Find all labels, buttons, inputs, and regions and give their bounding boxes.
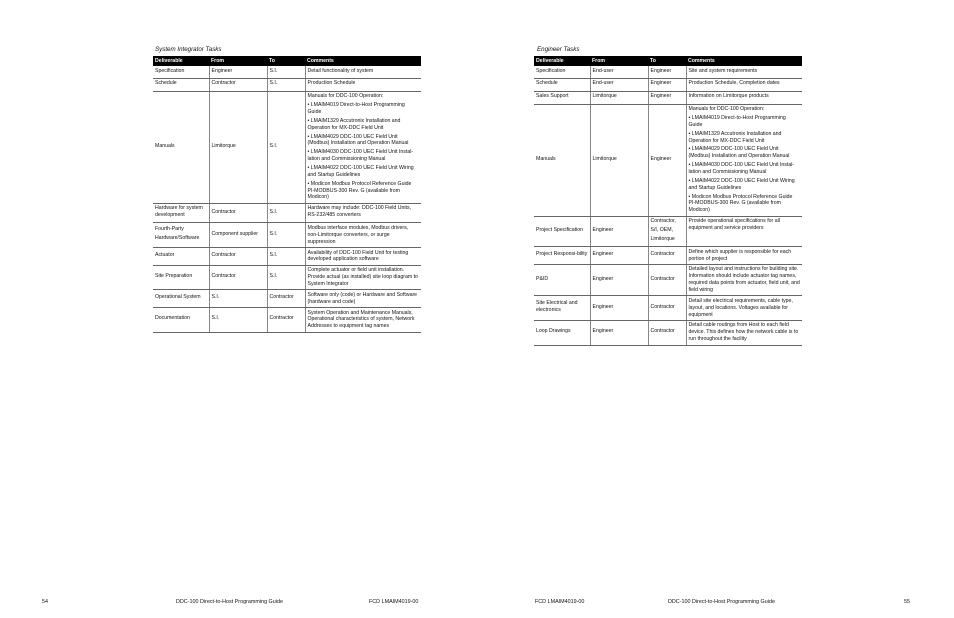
comment-line: • LMAIM4030 DDC-100 UEC Field Unit Instal-lation and Commissioning Manual xyxy=(688,162,795,175)
deliverable-cell xyxy=(534,104,590,216)
cell-text: Project Specification xyxy=(536,226,583,233)
cell-text: Engineer xyxy=(650,93,672,100)
from-cell xyxy=(209,308,267,333)
cell-text: S.I. xyxy=(269,142,278,149)
to-cell xyxy=(267,308,305,333)
from-cell xyxy=(590,247,648,265)
deliverable-cell xyxy=(153,91,209,203)
table-body xyxy=(153,66,421,332)
from-cell xyxy=(209,91,267,203)
to-cell xyxy=(648,296,686,321)
comments-cell xyxy=(686,104,802,216)
deliverable-cell xyxy=(153,78,209,91)
cell-text: Limitorque xyxy=(650,235,675,242)
to-cell xyxy=(648,264,686,295)
cell-text: Engineer xyxy=(650,155,672,162)
deliverable-cell xyxy=(534,91,590,104)
to-cell xyxy=(648,247,686,265)
cell-text: End-user xyxy=(592,67,614,74)
deliverable-cell xyxy=(534,216,590,247)
deliverable-cell xyxy=(153,265,209,290)
table-row xyxy=(534,296,802,321)
deliverable-cell xyxy=(534,320,590,345)
from-cell xyxy=(590,216,648,247)
right-page xyxy=(477,0,954,618)
cell-text: S.I. xyxy=(269,67,278,74)
comment-line: Complete actuator or field unit installation. Provide actual (as installed) site loop diagram to System Integrator xyxy=(307,267,418,287)
comment-line: Information on Limitorque products xyxy=(688,93,769,100)
cell-text: Contractor xyxy=(269,315,294,322)
to-cell xyxy=(648,66,686,78)
deliverable-cell xyxy=(153,223,209,248)
left-page-number: 54 xyxy=(42,599,48,605)
cell-text: Schedule xyxy=(536,80,558,87)
table-row xyxy=(534,91,802,104)
cell-text: Contractor xyxy=(211,273,236,280)
to-cell xyxy=(267,265,305,290)
comment-line: • Modicon Modbus Protocol Reference Guide PI-MODBUS-300 Rev. G (available from Modicon) xyxy=(307,180,412,201)
cell-text: S.I. xyxy=(211,294,220,301)
cell-text: Manuals xyxy=(155,142,175,149)
comment-line: • LMAIM4019 Direct-to-Host Programming Guide xyxy=(307,102,405,115)
comments-cell xyxy=(686,247,802,265)
cell-text: Engineer xyxy=(650,80,672,87)
cell-text: Actuator xyxy=(155,251,175,258)
from-cell xyxy=(209,290,267,308)
cell-text: Contractor xyxy=(650,328,675,335)
comment-line: • Modicon Modbus Protocol Reference Guide PI-MODBUS-300 Rev. G (available from Modicon) xyxy=(688,193,793,214)
comments-cell xyxy=(686,91,802,104)
comments-cell xyxy=(686,320,802,345)
header-from: From xyxy=(590,56,648,66)
deliverable-cell xyxy=(153,248,209,266)
deliverable-cell xyxy=(534,247,590,265)
table-row xyxy=(153,223,421,248)
from-cell xyxy=(209,66,267,78)
table-header xyxy=(153,56,421,66)
comment-line: • LMAIM4029 DDC-100 UEC Field Unit (Modbus) Installation and Operation Manual xyxy=(307,133,409,147)
left-doc-code: FCD LMAIM4019-00 xyxy=(369,599,419,605)
to-cell xyxy=(267,248,305,266)
deliverable-cell xyxy=(153,66,209,78)
cell-text: S.I. xyxy=(269,273,278,280)
from-cell xyxy=(590,264,648,295)
cell-text: S.I. xyxy=(269,80,278,87)
table-row xyxy=(534,104,802,216)
table-row xyxy=(153,265,421,290)
from-cell xyxy=(209,223,267,248)
header-to: To xyxy=(267,56,305,66)
cell-text: Contractor xyxy=(211,208,236,215)
cell-text: Contractor, xyxy=(650,218,676,225)
cell-text: Limitorque xyxy=(211,142,236,149)
cell-text: Site Preparation xyxy=(155,273,193,280)
comment-line: • LMAIM4019 Direct-to-Host Programming Guide xyxy=(688,114,786,128)
to-cell xyxy=(648,91,686,104)
comments-cell xyxy=(686,296,802,321)
comments-cell xyxy=(686,66,802,78)
comment-line: Detail functionality of system xyxy=(307,67,374,74)
comments-cell xyxy=(305,290,421,308)
cell-text: Contractor xyxy=(211,251,236,258)
cell-text: Contractor xyxy=(650,303,675,310)
comment-line: • LMAIM1329 Accutronix Installation and Operation for MX-DDC Field Unit xyxy=(307,117,401,131)
cell-text: S.I. xyxy=(211,315,220,322)
cell-text: Sales Support xyxy=(536,93,569,100)
cell-text: Specification xyxy=(155,67,185,74)
right-page-number: 55 xyxy=(904,599,910,605)
cell-text: Manuals xyxy=(536,155,556,162)
comment-line: • LMAIM1329 Accutronix Installation and Operation for MX-DDC Field Unit xyxy=(688,130,782,144)
cell-text: Project Responsi-bility xyxy=(536,251,588,258)
deliverable-cell xyxy=(153,290,209,308)
to-cell xyxy=(648,104,686,216)
to-cell xyxy=(267,91,305,203)
from-cell xyxy=(209,265,267,290)
cell-text: Contractor xyxy=(269,294,294,301)
to-cell xyxy=(267,66,305,78)
cell-text: Limitorque xyxy=(592,93,617,100)
table-row xyxy=(153,203,421,223)
cell-text: Site Electrical and electronics xyxy=(536,300,578,314)
comment-line: Manuals for DDC-100 Operation: xyxy=(307,93,384,100)
comment-line: Detail site electrical requirements, cable type, layout, and locations. Voltages available for equipment xyxy=(688,297,793,318)
from-cell xyxy=(209,203,267,223)
comment-line: Site and system requirements xyxy=(688,67,758,74)
cell-text: Engineer xyxy=(592,328,614,335)
cell-text: Limitorque xyxy=(592,155,617,162)
table-body xyxy=(534,66,802,345)
cell-text: Contractor xyxy=(650,275,675,282)
cell-text: Hardware/Software xyxy=(155,235,200,242)
system-integrator-tasks-table xyxy=(153,56,421,333)
cell-text: Engineer xyxy=(592,303,614,310)
comment-line: Production Schedule, Completion dates xyxy=(688,80,780,87)
cell-text: S/I, OEM, xyxy=(650,226,673,233)
comment-line: Detail cable routings from Host to each field device. This defines how the network cable is to run throughout the facility xyxy=(688,322,799,343)
to-cell xyxy=(267,223,305,248)
to-cell xyxy=(267,290,305,308)
table-row xyxy=(153,78,421,91)
cell-text: Hardware for system development xyxy=(155,205,203,219)
from-cell xyxy=(590,320,648,345)
comments-cell xyxy=(305,223,421,248)
comment-line: Hardware may include: DDC-100 Field Units, RS-232/485 converters xyxy=(307,205,411,219)
comment-line: Availability of DDC-100 Field Unit for testing developed application software xyxy=(307,249,409,263)
deliverable-cell xyxy=(534,66,590,78)
cell-text: Engineer xyxy=(592,251,614,258)
comment-line: Software only (code) or Hardware and Software (hardware and code) xyxy=(307,291,418,305)
comment-line: Detailed layout and instructions for building site. Information should include actuator tag names, required data points from actuator, field unit, and field wiring xyxy=(688,266,800,293)
from-cell xyxy=(590,66,648,78)
cell-text: Engineer xyxy=(592,275,614,282)
comments-cell xyxy=(305,78,421,91)
to-cell xyxy=(648,320,686,345)
comment-line: Modbus interface modules, Modbus drivers, non-Limitorque converters, or surge suppression xyxy=(307,224,409,245)
table-row xyxy=(534,247,802,265)
header-deliverable: Deliverable xyxy=(534,56,590,66)
header-from: From xyxy=(209,56,267,66)
from-cell xyxy=(209,78,267,91)
cell-text: Component supplier xyxy=(211,230,258,237)
comments-cell xyxy=(305,248,421,266)
table-row xyxy=(534,264,802,295)
cell-text: Specification xyxy=(536,67,566,74)
from-cell xyxy=(590,296,648,321)
cell-text: P&ID xyxy=(536,275,549,282)
cell-text: End-user xyxy=(592,80,614,87)
table-row xyxy=(534,320,802,345)
cell-text: Documentation xyxy=(155,315,190,322)
comment-line: Provide operational specifications for all equipment and service providers xyxy=(688,218,780,231)
table-row xyxy=(534,216,802,247)
cell-text: Schedule xyxy=(155,80,177,87)
table-row xyxy=(153,248,421,266)
header-deliverable: Deliverable xyxy=(153,56,209,66)
table-row xyxy=(534,66,802,78)
table-header xyxy=(534,56,802,66)
to-cell xyxy=(648,216,686,247)
header-to: To xyxy=(648,56,686,66)
cell-text: Engineer xyxy=(592,226,614,233)
engineer-tasks-table xyxy=(534,56,802,346)
cell-text: Operational System xyxy=(155,294,201,301)
deliverable-cell xyxy=(153,203,209,223)
comments-cell xyxy=(305,265,421,290)
to-cell xyxy=(267,203,305,223)
table-row xyxy=(153,308,421,333)
table-row xyxy=(153,91,421,203)
comments-cell xyxy=(686,216,802,247)
from-cell xyxy=(590,91,648,104)
header-comments: Comments xyxy=(686,56,802,66)
table-row xyxy=(153,290,421,308)
deliverable-cell xyxy=(534,264,590,295)
right-guide-title: DDC-100 Direct-to-Host Programming Guide xyxy=(668,599,775,605)
cell-text: Contractor xyxy=(650,251,675,258)
comments-cell xyxy=(305,308,421,333)
cell-text: Loop Drawings xyxy=(536,328,571,335)
right-section-title: Engineer Tasks xyxy=(537,46,580,53)
cell-text: Fourth-Party xyxy=(155,226,184,233)
to-cell xyxy=(267,78,305,91)
to-cell xyxy=(648,78,686,91)
comment-line: Production Schedule xyxy=(307,80,356,87)
comment-line: • LMAIM4022 DDC-100 UEC Field Unit Wiring and Startup Guidelines xyxy=(688,177,795,191)
left-section-title: System Integrator Tasks xyxy=(155,46,222,53)
deliverable-cell xyxy=(534,296,590,321)
comments-cell xyxy=(305,91,421,203)
table-row xyxy=(153,66,421,78)
comment-line: • LMAIM4029 DDC-100 UEC Field Unit (Modbus) Installation and Operation Manual xyxy=(688,146,790,160)
comment-line: Manuals for DDC-100 Operation: xyxy=(688,106,765,113)
cell-text: S.I. xyxy=(269,230,278,237)
comment-line: • LMAIM4022 DDC-100 UEC Field Unit Wiring and Startup Guidelines xyxy=(307,164,414,178)
cell-text: Engineer xyxy=(650,67,672,74)
header-comments: Comments xyxy=(305,56,421,66)
cell-text: Contractor xyxy=(211,80,236,87)
comments-cell xyxy=(305,66,421,78)
cell-text: S.I. xyxy=(269,251,278,258)
comment-line: Define which supplier is responsible for each portion of project xyxy=(688,248,792,262)
deliverable-cell xyxy=(153,308,209,333)
comments-cell xyxy=(686,78,802,91)
from-cell xyxy=(590,78,648,91)
left-guide-title: DDC-100 Direct-to-Host Programming Guide xyxy=(176,599,283,605)
from-cell xyxy=(209,248,267,266)
right-doc-code: FCD LMAIM4019-00 xyxy=(535,599,585,605)
from-cell xyxy=(590,104,648,216)
comments-cell xyxy=(686,264,802,295)
comment-line: System Operation and Maintenance Manuals, Operational characteristics of system, Network Addresses to equipment tag names xyxy=(307,309,415,330)
comments-cell xyxy=(305,203,421,223)
table-row xyxy=(534,78,802,91)
cell-text: Engineer xyxy=(211,67,233,74)
cell-text: S.I. xyxy=(269,208,278,215)
deliverable-cell xyxy=(534,78,590,91)
comment-line: • LMAIM4030 DDC-100 UEC Field Unit Instal-lation and Commissioning Manual xyxy=(307,149,414,163)
